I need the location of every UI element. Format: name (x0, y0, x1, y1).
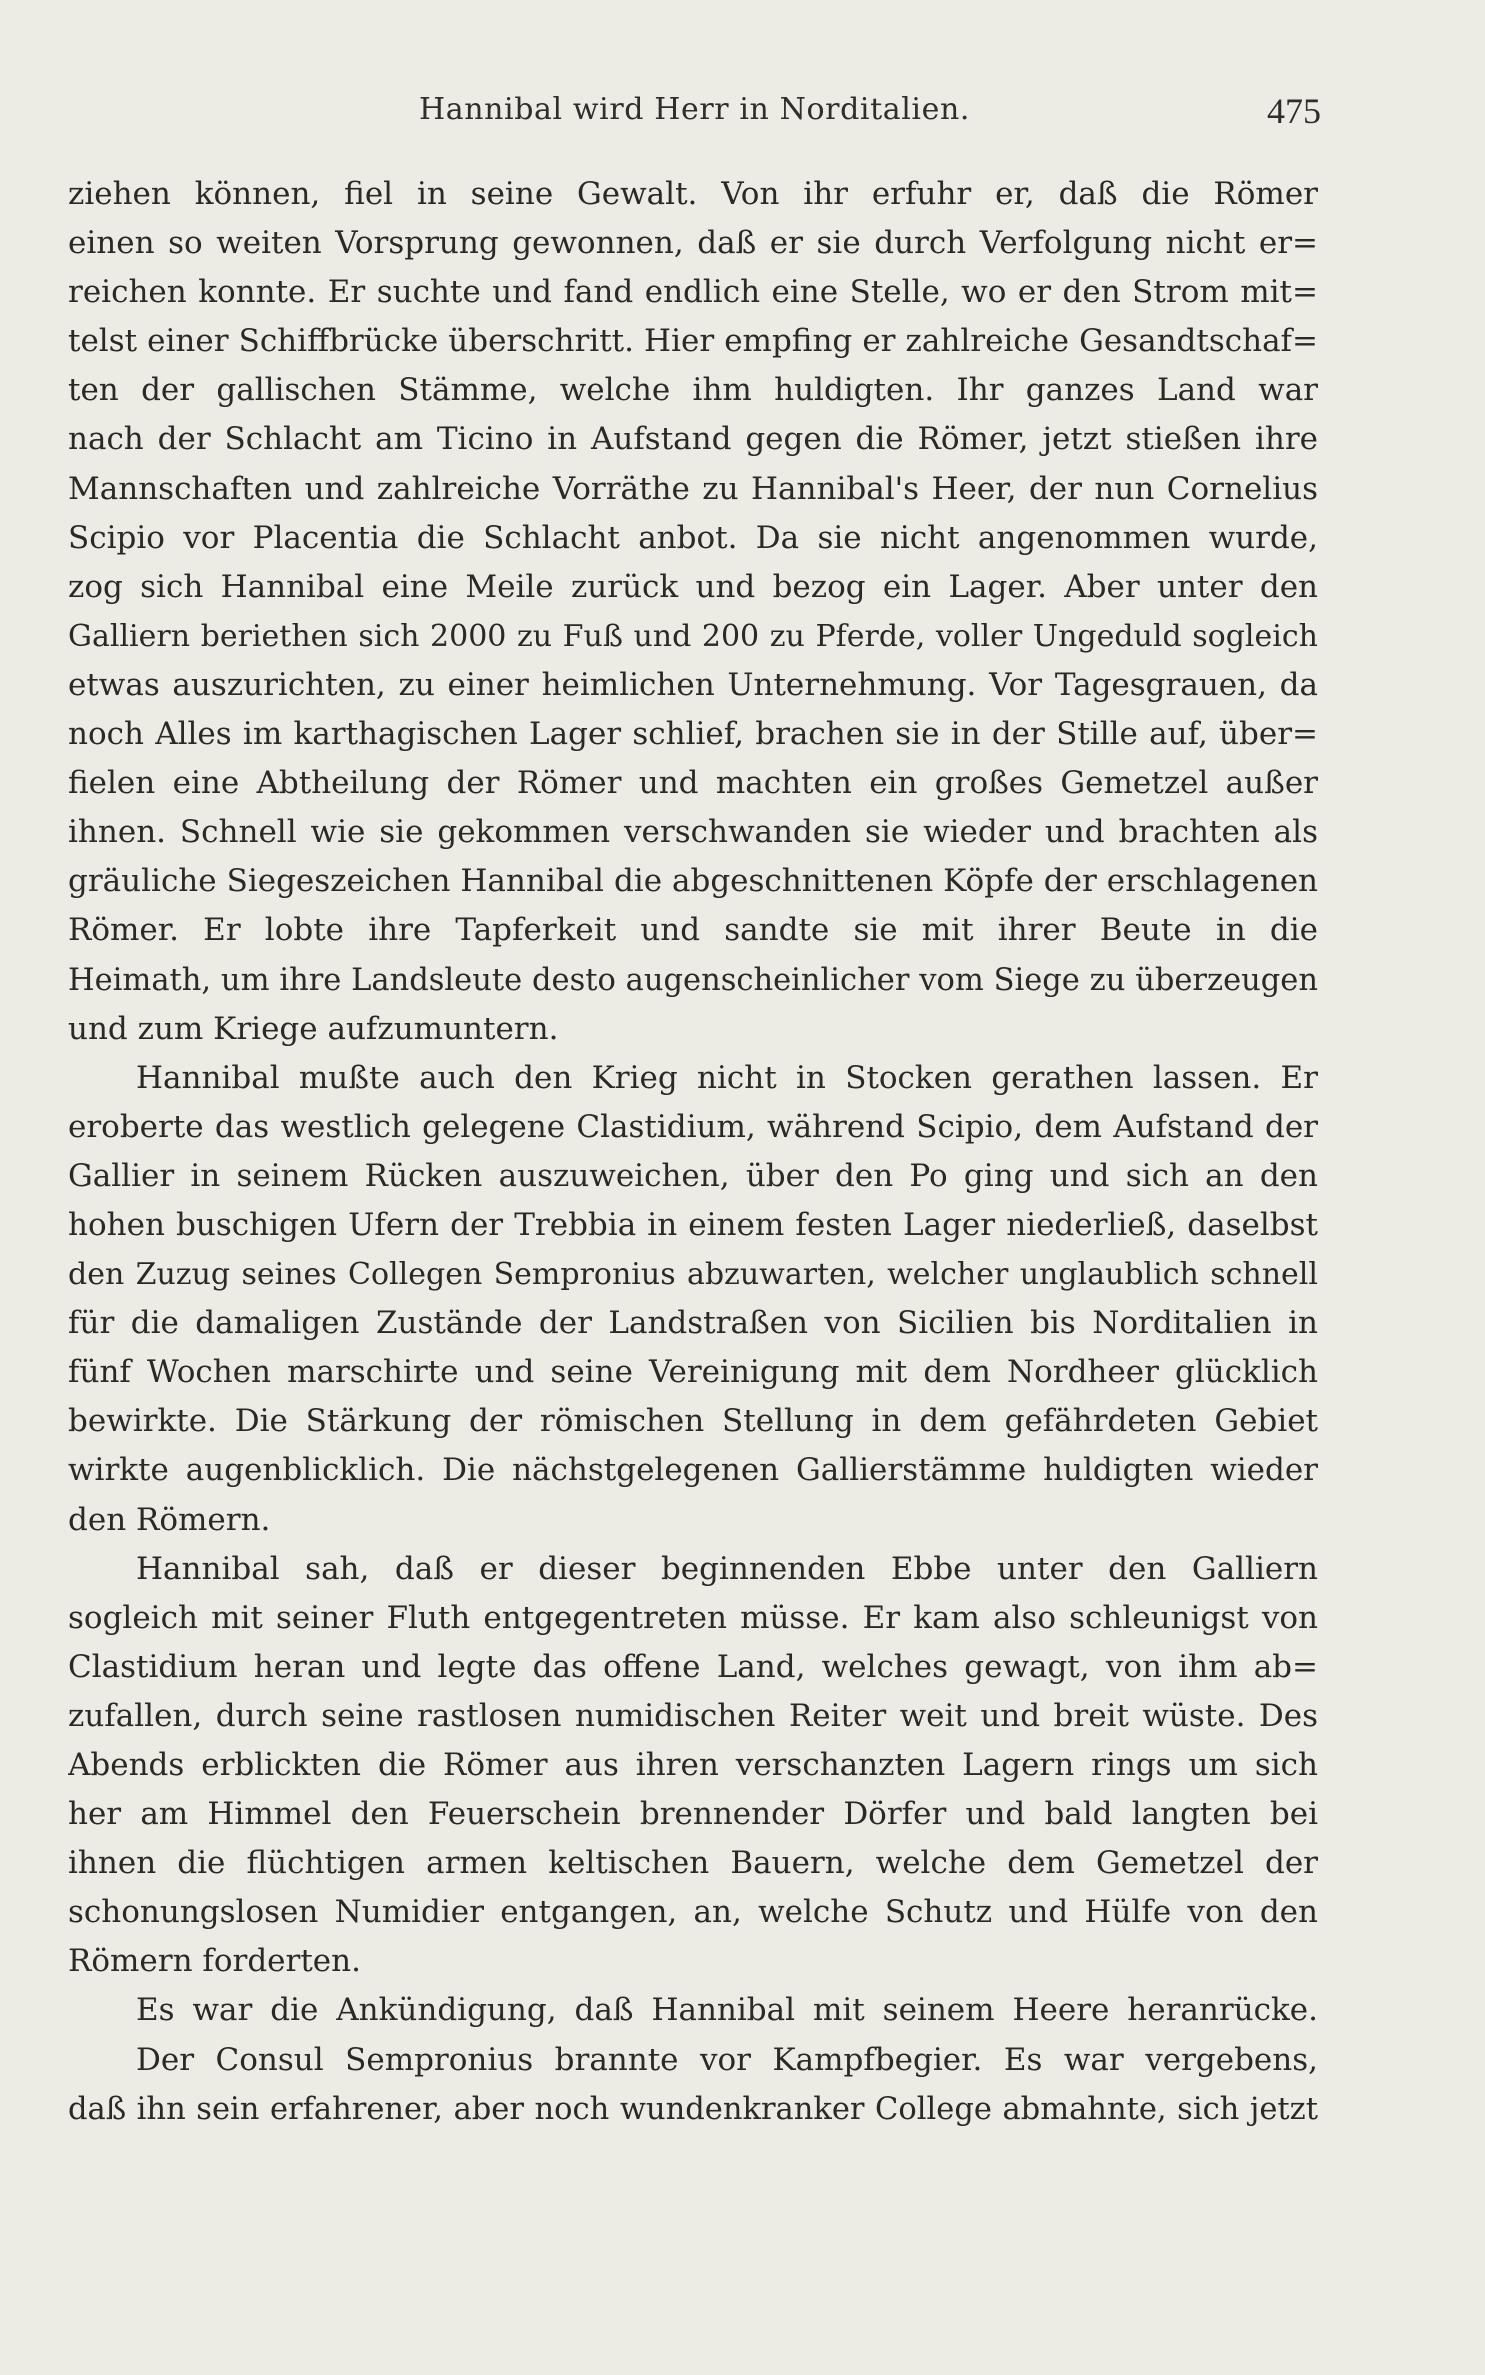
text-line: fielen eine Abtheilung der Römer und machten ein großes Gemetzel außer (68, 765, 1318, 802)
text-line: Mannschaften und zahlreiche Vorräthe zu Hannibal's Heer, der nun Cornelius (68, 470, 1318, 507)
text-line: ihnen. Schnell wie sie gekommen verschwanden sie wieder und brachten als (68, 814, 1318, 851)
text-line: zog sich Hannibal eine Meile zurück und bezog ein Lager. Aber unter den (68, 568, 1318, 605)
text-line: für die damaligen Zustände der Landstraßen von Sicilien bis Norditalien in (68, 1305, 1318, 1342)
text-line: bewirkte. Die Stärkung der römischen Stellung in dem gefährdeten Gebiet (68, 1403, 1318, 1440)
text-line: den Zuzug seines Collegen Sempronius abzuwarten, welcher unglaublich schnell (68, 1257, 1318, 1293)
text-line: den Römern. (68, 1501, 271, 1538)
text-line: her am Himmel den Feuerschein brennender Dörfer und bald langten bei (68, 1796, 1318, 1833)
text-line: gräuliche Siegeszeichen Hannibal die abgeschnittenen Köpfe der erschlagenen (68, 863, 1318, 900)
text-line: Römern forderten. (68, 1943, 361, 1980)
text-line: hohen buschigen Ufern der Trebbia in einem festen Lager niederließ, daselbst (68, 1206, 1318, 1243)
running-head (68, 92, 1321, 134)
page-number: 475 (1267, 91, 1321, 131)
text-line: Galliern beriethen sich 2000 zu Fuß und 200 zu Pferde, voller Ungeduld sogleich (68, 618, 1318, 654)
text-line: Abends erblickten die Römer aus ihren verschanzten Lagern rings um sich (68, 1747, 1318, 1783)
running-title: Hannibal wird Herr in Norditalien. (418, 92, 971, 127)
text-line: wirkte augenblicklich. Die nächstgelegenen Gallierstämme huldigten wieder (68, 1452, 1318, 1489)
text-line: reichen konnte. Er suchte und fand endlich eine Stelle, wo er den Strom mit= (68, 274, 1318, 311)
text-line: Römer. Er lobte ihre Tapferkeit und sandte sie mit ihrer Beute in die (68, 912, 1318, 949)
text-line: zufallen, durch seine rastlosen numidischen Reiter weit und breit wüste. Des (68, 1697, 1318, 1734)
text-line: ihnen die flüchtigen armen keltischen Bauern, welche dem Gemetzel der (68, 1845, 1318, 1882)
text-line: Gallier in seinem Rücken auszuweichen, über den Po ging und sich an den (68, 1157, 1318, 1194)
text-line: Der Consul Sempronius brannte vor Kampfbegier. Es war vergebens, (136, 2041, 1318, 2078)
text-line: noch Alles im karthagischen Lager schlief, brachen sie in der Stille auf, über= (68, 716, 1318, 753)
text-line: Es war die Ankündigung, daß Hannibal mit seinem Heere heranrücke. (136, 1992, 1318, 2029)
text-line: und zum Kriege aufzumuntern. (68, 1010, 559, 1047)
text-line: etwas auszurichten, zu einer heimlichen Unternehmung. Vor Tagesgrauen, da (68, 666, 1318, 703)
body-text (68, 170, 1318, 2134)
text-line: schonungslosen Numidier entgangen, an, welche Schutz und Hülfe von den (68, 1894, 1318, 1931)
text-line: daß ihn sein erfahrener, aber noch wundenkranker College abmahnte, sich jetzt (68, 2091, 1318, 2127)
text-line: ziehen können, fiel in seine Gewalt. Von ihr erfuhr er, daß die Römer (68, 176, 1318, 212)
text-line: Heimath, um ihre Landsleute desto augenscheinlicher vom Siege zu überzeugen (68, 962, 1318, 998)
text-line: ten der gallischen Stämme, welche ihm huldigten. Ihr ganzes Land war (68, 372, 1318, 409)
text-line: Scipio vor Placentia die Schlacht anbot. Da sie nicht angenommen wurde, (68, 519, 1318, 556)
text-line: einen so weiten Vorsprung gewonnen, daß er sie durch Verfolgung nicht er= (68, 225, 1318, 262)
text-line: Clastidium heran und legte das offene Land, welches gewagt, von ihm ab= (68, 1648, 1318, 1685)
text-line: sogleich mit seiner Fluth entgegentreten müsse. Er kam also schleunigst von (68, 1599, 1318, 1636)
text-line: nach der Schlacht am Ticino in Aufstand gegen die Römer, jetzt stießen ihre (68, 421, 1318, 458)
text-line: Hannibal sah, daß er dieser beginnenden Ebbe unter den Galliern (136, 1550, 1318, 1587)
text-line: telst einer Schiffbrücke überschritt. Hier empfing er zahlreiche Gesandtschaf= (68, 323, 1318, 360)
text-line: fünf Wochen marschirte und seine Vereinigung mit dem Nordheer glücklich (68, 1354, 1318, 1391)
text-line: eroberte das westlich gelegene Clastidium, während Scipio, dem Aufstand der (68, 1108, 1318, 1145)
text-line: Hannibal mußte auch den Krieg nicht in Stocken gerathen lassen. Er (136, 1059, 1318, 1096)
